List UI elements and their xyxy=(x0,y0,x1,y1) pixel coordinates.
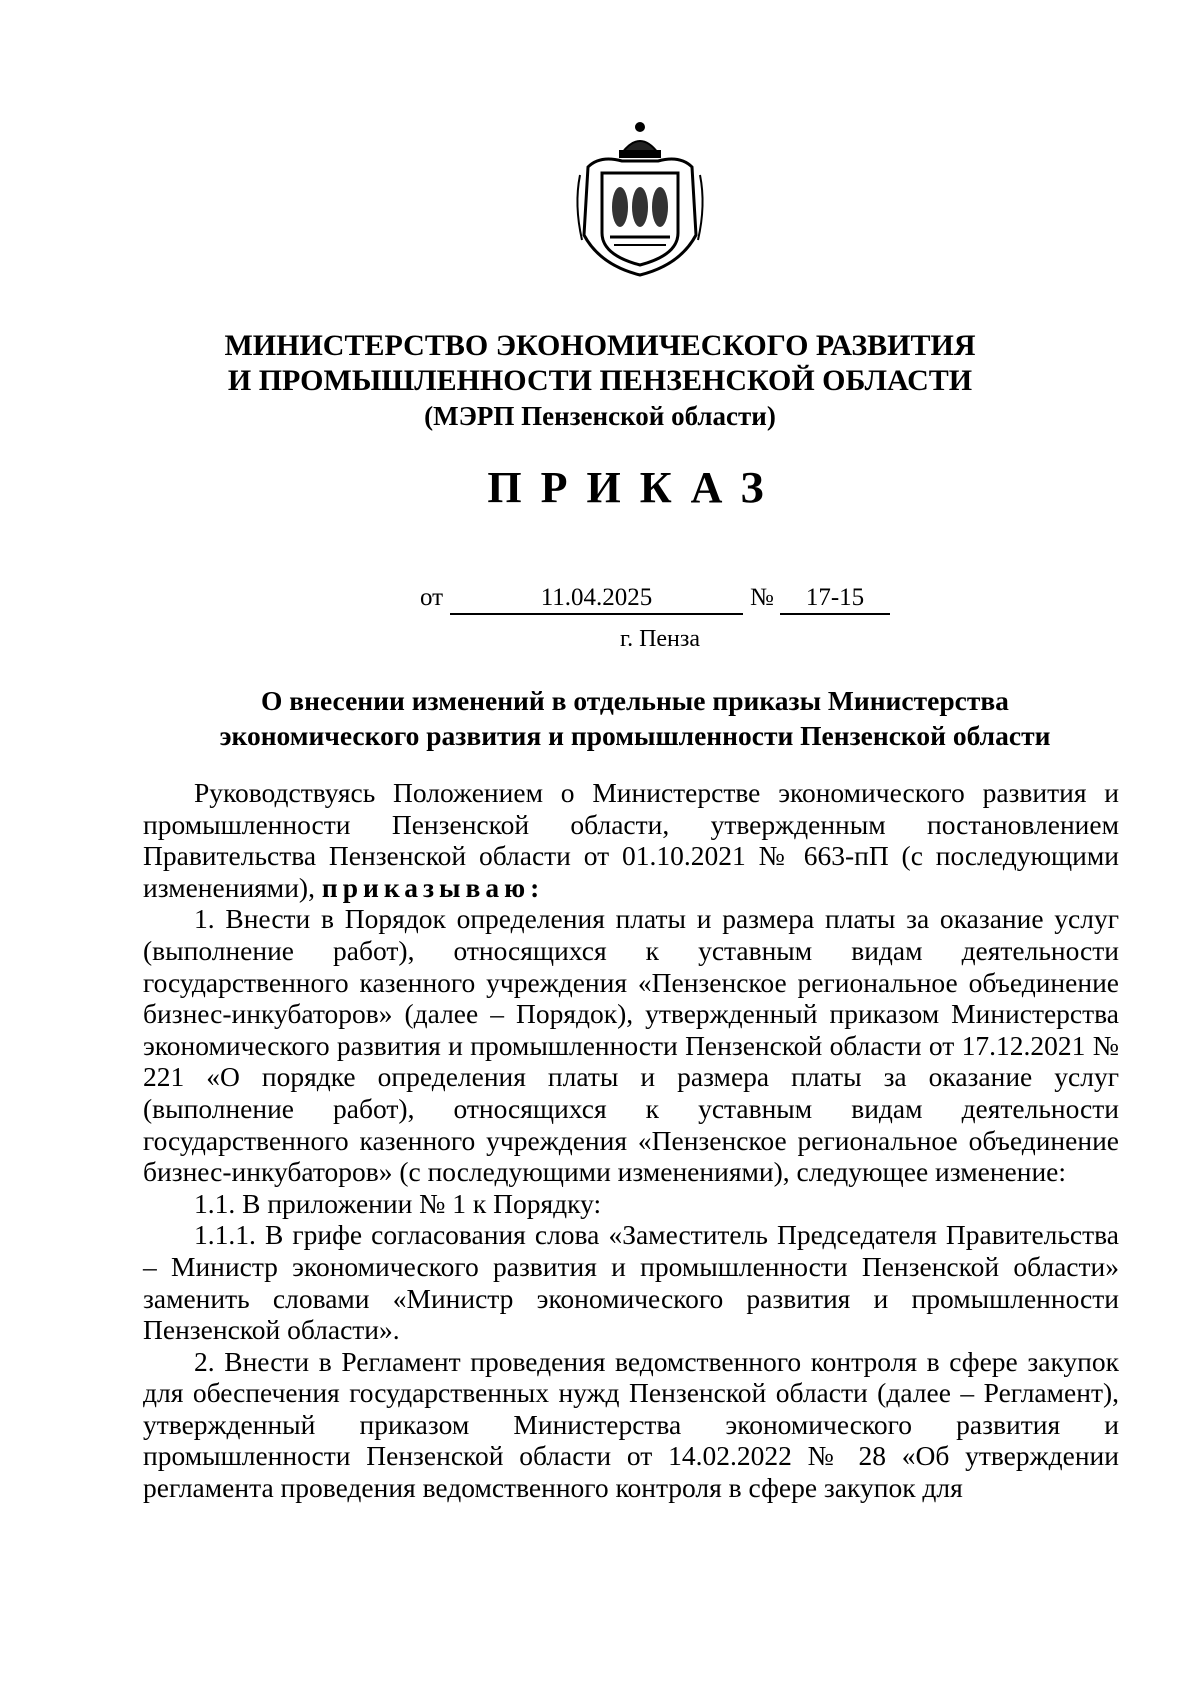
org-short-name: (МЭРП Пензенской области) xyxy=(424,401,776,431)
document-type-title: ПРИКАЗ xyxy=(487,463,783,512)
org-name-line1: МИНИСТЕРСТВО ЭКОНОМИЧЕСКОГО РАЗВИТИЯ xyxy=(224,329,976,362)
subject-line2: экономического развития и промышленности Пензенской области xyxy=(219,720,1051,751)
order-word: приказываю: xyxy=(321,871,545,903)
document-city: г. Пенза xyxy=(619,626,701,652)
preamble-text: Руководствуясь Положением о Министерстве экономического развития и промышленности Пензенской области, утвержденным постановлением Правительства Пензенской области от 01.10.2021 № 663-пП (с последующими изменениями), xyxy=(143,777,1119,903)
document-body xyxy=(143,777,1119,1504)
number-sign: № xyxy=(750,584,774,611)
document-date: 11.04.2025 xyxy=(450,583,743,615)
item-1-1-1: 1.1.1. В грифе согласования слова «Заместитель Председателя Правительства – Министр экономического развития и промышленности Пензенской области» заменить словами «Министр экономического развития и промышленности Пензенской области». xyxy=(143,1219,1119,1346)
preamble-paragraph xyxy=(143,777,1119,903)
document-number: 17-15 xyxy=(780,583,890,615)
item-1: 1. Внести в Порядок определения платы и размера платы за оказание услуг (выполнение работ), относящихся к уставным видам деятельности государственного казенного учреждения «Пензенское региональное объединение бизнес-инкубаторов» (далее – Порядок), утвержденный приказом Министерства экономического развития и промышленности Пензенской области от 17.12.2021 № 221 «О порядке определения платы и размера платы за оказание услуг (выполнение работ), относящихся к уставным видам деятельности государственного казенного учреждения «Пензенское региональное объединение бизнес-инкубаторов» (с последующими изменениями), следующее изменение: xyxy=(143,903,1119,1188)
org-name-line2: И ПРОМЫШЛЕННОСТИ ПЕНЗЕНСКОЙ ОБЛАСТИ xyxy=(227,364,973,397)
date-prefix: от xyxy=(420,584,444,611)
subject-line1: О внесении изменений в отдельные приказы Министерства xyxy=(261,685,1009,716)
item-1-1: 1.1. В приложении № 1 к Порядку: xyxy=(194,1187,602,1219)
penza-oblast-coat-of-arms-icon xyxy=(570,115,710,280)
item-2: 2. Внести в Регламент проведения ведомственного контроля в сфере закупок для обеспечения государственных нужд Пензенской области (далее – Регламент), утвержденный приказом Министерства экономического развития и промышленности Пензенской области от 14.02.2022 № 28 «Об утверждении регламента проведения ведомственного контроля в сфере закупок для xyxy=(143,1345,1119,1504)
